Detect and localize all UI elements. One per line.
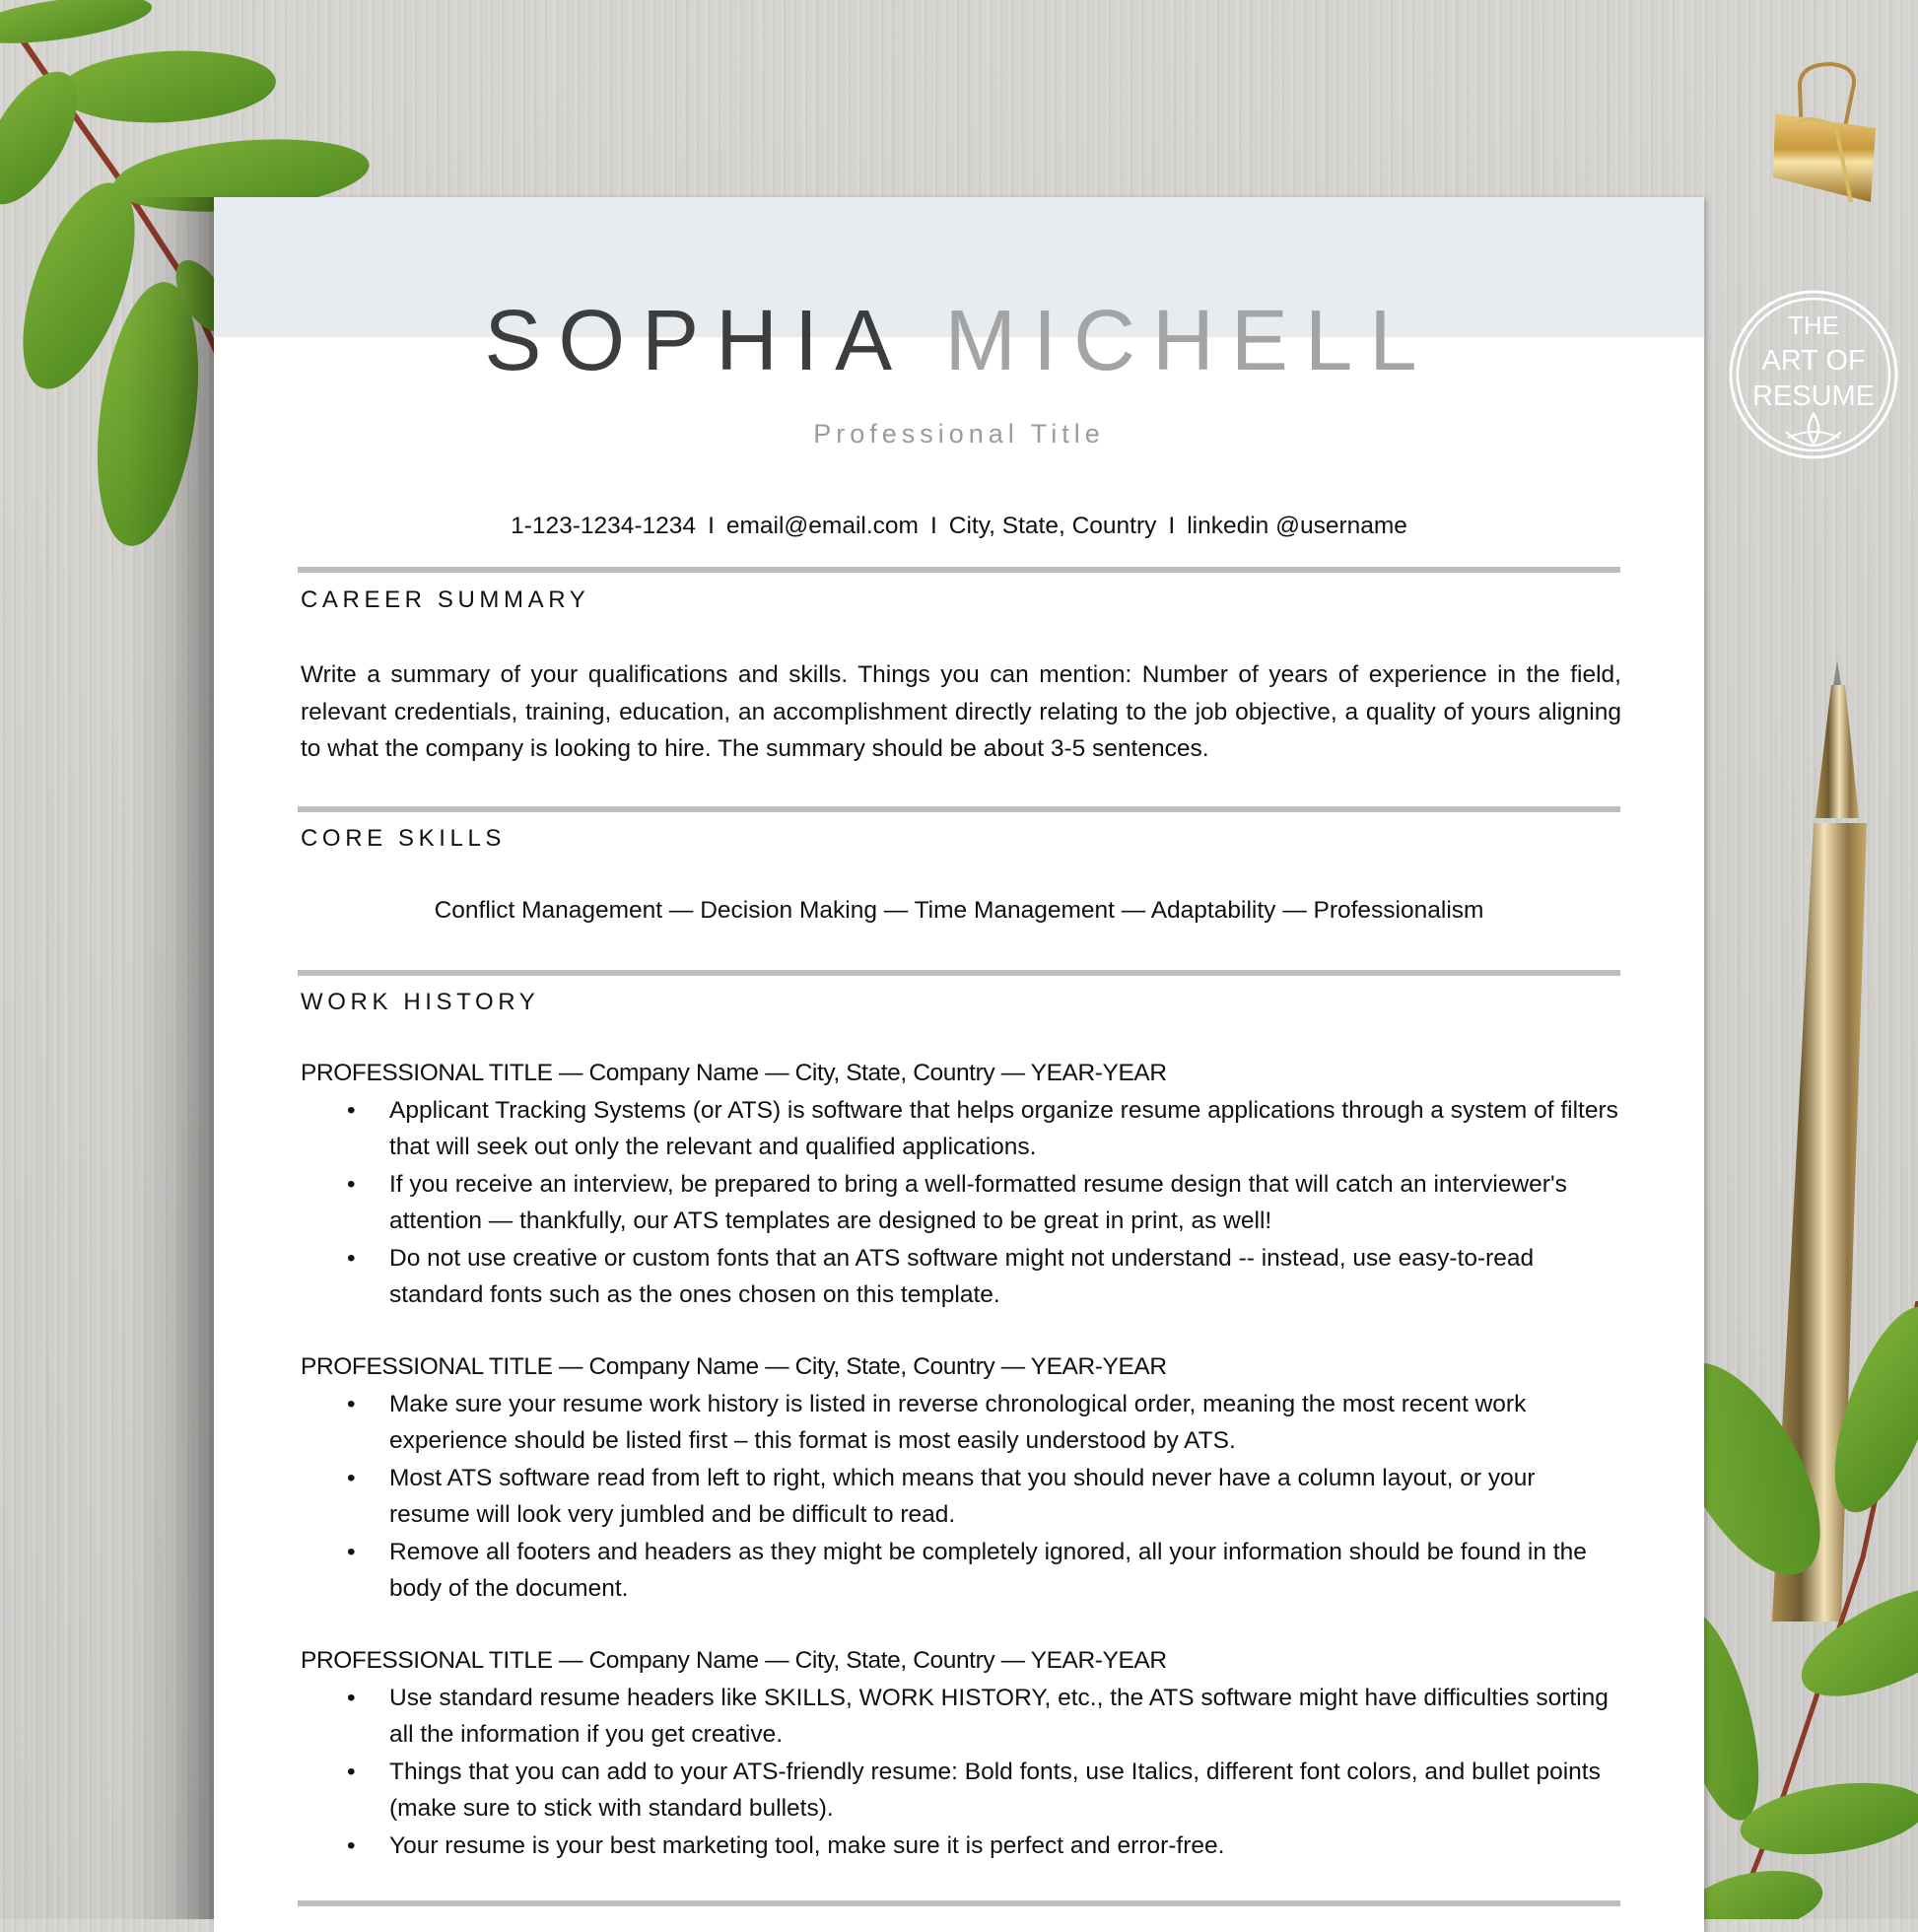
page-shadow <box>128 197 217 1919</box>
bullet-text: Make sure your resume work history is listed in reverse chronological order, meaning the most recent work experience should be listed first – this format is most easily understood by ATS. <box>389 1390 1527 1454</box>
section-heading-career-summary: CAREER SUMMARY <box>301 586 590 613</box>
list-item <box>301 1460 1621 1534</box>
first-name: SOPHIA <box>484 293 905 388</box>
badge-line: THE <box>1788 310 1839 340</box>
bullet-text: Remove all footers and headers as they might be completely ignored, all your information should be found in the body of the document. <box>389 1538 1587 1602</box>
list-item <box>301 1166 1621 1240</box>
leaf-branch-icon <box>1676 1301 1918 1919</box>
career-summary-text: Write a summary of your qualifications and skills. Things you can mention: Number of years of experience in the field, relevant credentials, training, education, an accomplishment directly relating to the job objective, a quality of yours aligning to what the company is looking to hire. The summary should be about 3-5 sentences. <box>301 661 1621 762</box>
badge-line: ART OF <box>1761 345 1866 377</box>
list-item <box>301 1240 1621 1314</box>
section-divider <box>298 970 1620 976</box>
section-heading-work-history: WORK HISTORY <box>301 989 540 1015</box>
bullet-icon: • <box>347 1684 356 1711</box>
bullet-text: Do not use creative or custom fonts that an ATS software might not understand -- instead, use easy-to-read standard fonts such as the ones chosen on this template. <box>389 1244 1535 1308</box>
phone: 1-123-1234-1234 <box>511 513 697 539</box>
list-item <box>301 1534 1621 1608</box>
bullet-icon: • <box>347 1464 356 1491</box>
art-of-resume-logo <box>1727 288 1900 461</box>
bullet-text: Applicant Tracking Systems (or ATS) is software that helps organize resume applications through a system of filters that will seek out only the relevant and qualified applications. <box>389 1096 1618 1160</box>
separator: I <box>708 513 715 539</box>
job-entry <box>301 1055 1621 1314</box>
bullet-icon: • <box>347 1831 356 1859</box>
job-entry <box>301 1642 1621 1864</box>
list-item <box>301 1092 1621 1166</box>
job-header: PROFESSIONAL TITLE — Company Name — City, State, Country — YEAR-YEAR <box>301 1647 1167 1674</box>
bullet-icon: • <box>347 1244 356 1272</box>
separator: I <box>929 513 937 539</box>
bullet-icon: • <box>347 1538 356 1565</box>
job-entry <box>301 1348 1621 1608</box>
badge-line: RESUME <box>1751 380 1876 412</box>
section-divider <box>298 567 1620 573</box>
last-name: MICHELL <box>944 293 1434 388</box>
professional-title: Professional Title <box>813 419 1105 448</box>
job-header: PROFESSIONAL TITLE — Company Name — City, State, Country — YEAR-YEAR <box>301 1060 1167 1086</box>
candidate-name <box>214 292 1704 390</box>
linkedin: linkedin @username <box>1187 513 1407 539</box>
list-item <box>301 1828 1621 1865</box>
contact-line <box>214 513 1704 540</box>
section-divider <box>298 806 1620 812</box>
job-bullets <box>301 1092 1621 1314</box>
bullet-text: Use standard resume headers like SKILLS, WORK HISTORY, etc., the ATS software might have difficulties sorting all the information if you get creative. <box>389 1684 1609 1748</box>
email: email@email.com <box>725 513 919 539</box>
section-divider <box>298 1900 1620 1906</box>
bullet-icon: • <box>347 1390 356 1417</box>
list-item <box>301 1680 1621 1754</box>
location: City, State, Country <box>948 513 1157 539</box>
bullet-text: If you receive an interview, be prepared to bring a well-formatted resume design that will catch an interviewer's attention — thankfully, our ATS templates are designed to be great in print, as well! <box>389 1170 1567 1234</box>
list-item <box>301 1754 1621 1828</box>
job-header: PROFESSIONAL TITLE — Company Name — City, State, Country — YEAR-YEAR <box>301 1353 1167 1380</box>
section-heading-core-skills: CORE SKILLS <box>301 825 506 852</box>
separator: I <box>1168 513 1176 539</box>
core-skills-list: Conflict Management — Decision Making — Time Management — Adaptability — Professionalism <box>434 897 1484 924</box>
bullet-icon: • <box>347 1170 356 1198</box>
bullet-text: Your resume is your best marketing tool, make sure it is perfect and error-free. <box>389 1831 1225 1859</box>
bullet-text: Most ATS software read from left to right, which means that you should never have a column layout, or your resume will look very jumbled and be difficult to read. <box>389 1464 1536 1528</box>
bullet-icon: • <box>347 1758 356 1785</box>
binder-clip-icon <box>1743 30 1890 212</box>
resume-page <box>214 197 1704 1932</box>
bullet-icon: • <box>347 1096 356 1124</box>
list-item <box>301 1386 1621 1460</box>
job-bullets <box>301 1386 1621 1608</box>
job-bullets <box>301 1680 1621 1865</box>
bullet-text: Things that you can add to your ATS-friendly resume: Bold fonts, use Italics, different font colors, and bullet points (make sure to stick with standard bullets). <box>389 1758 1601 1822</box>
